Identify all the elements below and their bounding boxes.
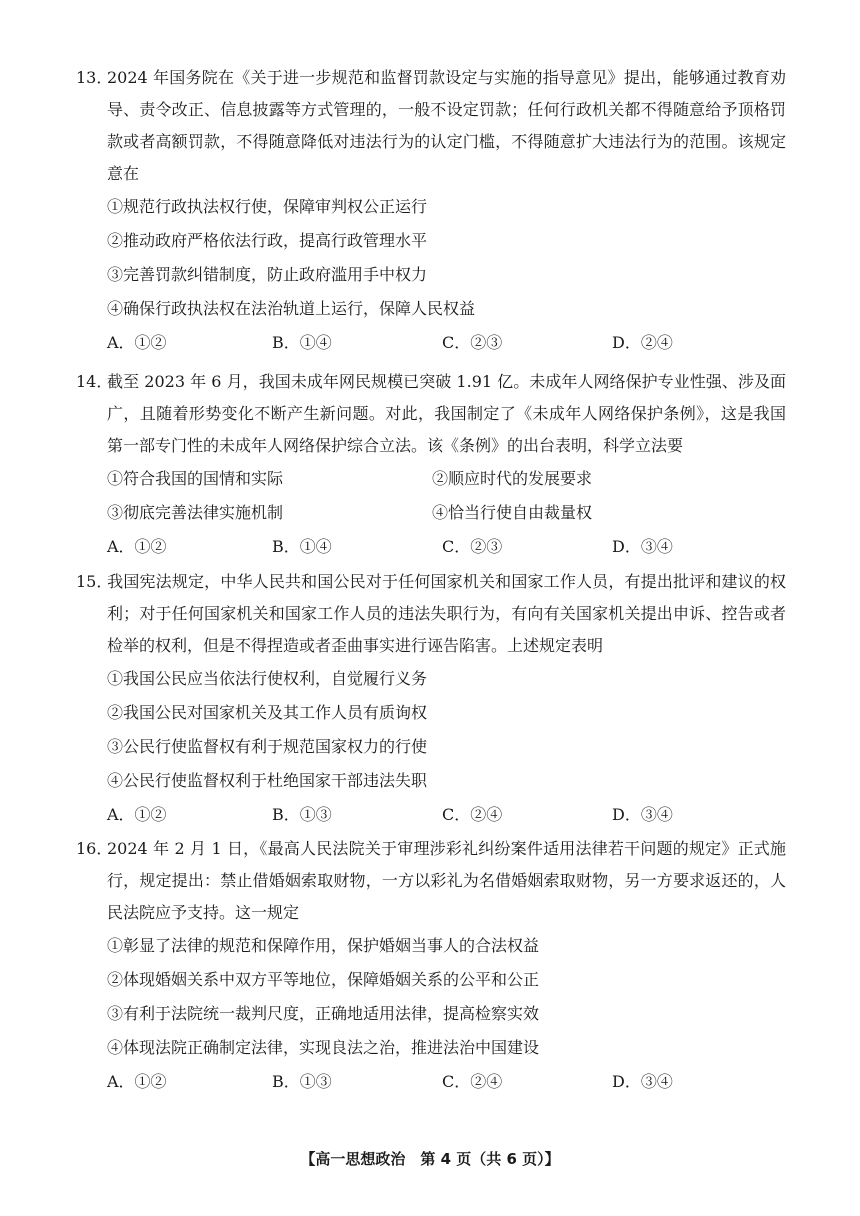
answer-choices <box>76 326 786 360</box>
choice-c: C．②③ <box>442 333 503 352</box>
statement-option: ①我国公民应当依法行使权利，自觉履行义务 <box>107 669 428 688</box>
choice-a: A．①② <box>107 537 167 556</box>
question-15 <box>76 566 786 832</box>
question-stem <box>76 62 786 190</box>
statement-option: ④体现法院正确制定法律，实现良法之治，推进法治中国建设 <box>107 1038 540 1057</box>
choice-c: C．②④ <box>442 1072 503 1091</box>
choice-d: D．②④ <box>612 333 673 352</box>
statement-options <box>76 462 786 530</box>
statement-option: ③公民行使监督权有利于规范国家权力的行使 <box>107 737 428 756</box>
answer-choices <box>76 1065 786 1099</box>
question-number: 13． <box>76 68 113 87</box>
choice-c: C．②③ <box>442 537 503 556</box>
question-number: 15． <box>76 572 113 591</box>
choice-c: C．②④ <box>442 805 503 824</box>
choice-b: B．①③ <box>272 805 332 824</box>
statement-option: ④公民行使监督权利于杜绝国家干部违法失职 <box>107 771 428 790</box>
statement-option: ②推动政府严格依法行政，提高行政管理水平 <box>107 231 428 250</box>
statement-option: ②我国公民对国家机关及其工作人员有质询权 <box>107 703 428 722</box>
choice-d: D．③④ <box>612 537 673 556</box>
question-14 <box>76 366 786 564</box>
choice-a: A．①② <box>107 333 167 352</box>
answer-choices <box>76 530 786 564</box>
question-stem <box>76 566 786 662</box>
question-13 <box>76 62 786 360</box>
choice-b: B．①④ <box>272 333 332 352</box>
statement-option: ③彻底完善法律实施机制 <box>107 503 284 522</box>
question-16 <box>76 833 786 1099</box>
answer-choices <box>76 798 786 832</box>
choice-d: D．③④ <box>612 1072 673 1091</box>
choice-d: D．③④ <box>612 805 673 824</box>
choice-a: A．①② <box>107 805 167 824</box>
question-stem <box>76 366 786 462</box>
question-number: 14． <box>76 372 113 391</box>
statement-option: ③完善罚款纠错制度，防止政府滥用手中权力 <box>107 265 428 284</box>
question-text: 2024 年国务院在《关于进一步规范和监督罚款设定与实施的指导意见》提出，能够通过教育劝导、责令改正、信息披露等方式管理的，一般不设定罚款；任何行政机关都不得随意给予顶格罚款或者高额罚款，不得随意降低对违法行为的认定门槛，不得随意扩大违法行为的范围。该规定意在 <box>107 68 786 183</box>
statement-option: ④恰当行使自由裁量权 <box>432 503 593 522</box>
question-number: 16． <box>76 839 113 858</box>
choice-b: B．①④ <box>272 537 332 556</box>
statement-option: ①规范行政执法权行使，保障审判权公正运行 <box>107 197 428 216</box>
statement-option: ①彰显了法律的规范和保障作用，保护婚姻当事人的合法权益 <box>107 936 540 955</box>
choice-b: B．①③ <box>272 1072 332 1091</box>
statement-option: ②顺应时代的发展要求 <box>432 469 593 488</box>
question-text: 我国宪法规定，中华人民共和国公民对于任何国家机关和国家工作人员，有提出批评和建议的权利；对于任何国家机关和国家工作人员的违法失职行为，有向有关国家机关提出申诉、控告或者检举的权利，但是不得捏造或者歪曲事实进行诬告陷害。上述规定表明 <box>107 572 786 655</box>
statement-option: ③有利于法院统一裁判尺度，正确地适用法律，提高检察实效 <box>107 1004 540 1023</box>
statement-option: ④确保行政执法权在法治轨道上运行，保障人民权益 <box>107 299 476 318</box>
choice-a: A．①② <box>107 1072 167 1091</box>
question-stem <box>76 833 786 929</box>
question-text: 截至 2023 年 6 月，我国未成年网民规模已突破 1.91 亿。未成年人网络保护专业性强、涉及面广，且随着形势变化不断产生新问题。对此，我国制定了《未成年人网络保护条例》，这是我国第一部专门性的未成年人网络保护综合立法。该《条例》的出台表明，科学立法要 <box>107 372 786 455</box>
page-footer: 【高一思想政治 第 4 页（共 6 页）】 <box>300 1150 560 1168</box>
statement-option: ①符合我国的国情和实际 <box>107 469 284 488</box>
question-text: 2024 年 2 月 1 日，《最高人民法院关于审理涉彩礼纠纷案件适用法律若干问题的规定》正式施行，规定提出：禁止借婚姻索取财物，一方以彩礼为名借婚姻索取财物，另一方要求返还的，人民法院应予支持。这一规定 <box>107 839 786 922</box>
statement-option: ②体现婚姻关系中双方平等地位，保障婚姻关系的公平和公正 <box>107 970 540 989</box>
